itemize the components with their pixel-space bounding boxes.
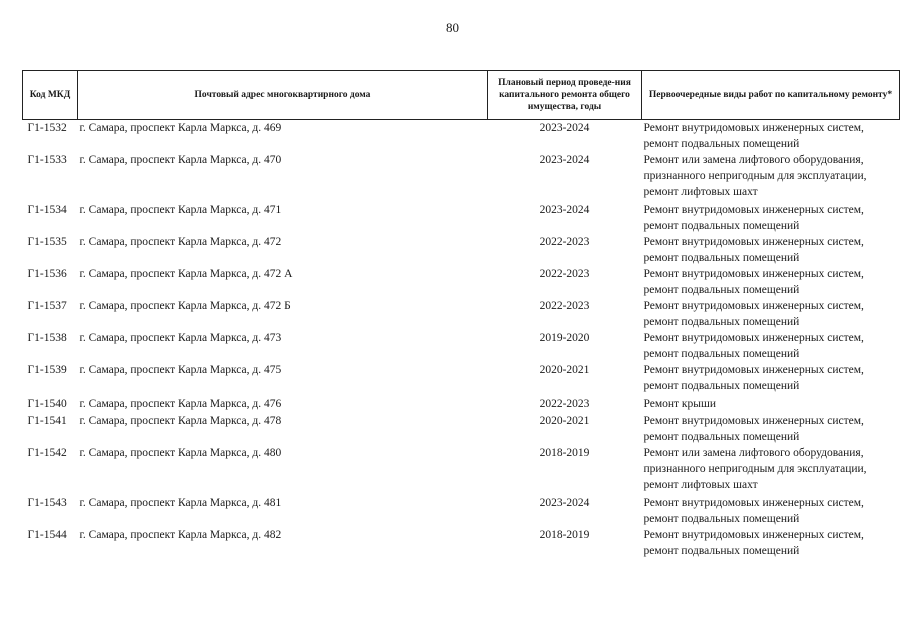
cell-works: Ремонт внутридомовых инженерных систем, ремонт подвальных помещений — [643, 332, 864, 360]
cell-period: 2022-2023 — [539, 300, 590, 312]
page-number: 80 — [446, 20, 459, 35]
cell-works: Ремонт внутридомовых инженерных систем, ремонт подвальных помещений — [643, 122, 864, 150]
table-row — [23, 266, 900, 298]
table-row — [23, 396, 900, 413]
cell-code: Г1-1536 — [27, 268, 67, 280]
table-row — [23, 202, 900, 234]
cell-address: г. Самара, проспект Карла Маркса, д. 471 — [79, 204, 282, 216]
cell-code: Г1-1534 — [27, 204, 67, 216]
cell-works: Ремонт внутридомовых инженерных систем, ремонт подвальных помещений — [643, 529, 864, 557]
cell-address: г. Самара, проспект Карла Маркса, д. 481 — [79, 497, 282, 509]
cell-address: г. Самара, проспект Карла Маркса, д. 478 — [79, 415, 282, 427]
cell-period: 2022-2023 — [539, 398, 590, 410]
cell-period: 2018-2019 — [539, 529, 590, 541]
table-body — [23, 120, 900, 560]
cell-address: г. Самара, проспект Карла Маркса, д. 472 Б — [79, 300, 291, 312]
table-row — [23, 330, 900, 362]
table-row — [23, 527, 900, 559]
cell-code: Г1-1544 — [27, 529, 67, 541]
cell-address: г. Самара, проспект Карла Маркса, д. 476 — [79, 398, 282, 410]
cell-address: г. Самара, проспект Карла Маркса, д. 472 А — [79, 268, 293, 280]
cell-code: Г1-1533 — [27, 154, 67, 166]
cell-works: Ремонт внутридомовых инженерных систем, ремонт подвальных помещений — [643, 300, 864, 328]
cell-code: Г1-1538 — [27, 332, 67, 344]
capital-repair-table — [22, 70, 900, 559]
cell-works: Ремонт внутридомовых инженерных систем, ремонт подвальных помещений — [643, 236, 864, 264]
table-header — [23, 71, 900, 120]
cell-code: Г1-1541 — [27, 415, 67, 427]
cell-works: Ремонт внутридомовых инженерных систем, ремонт подвальных помещений — [643, 415, 864, 443]
cell-period: 2023-2024 — [539, 122, 590, 134]
header-code: Код МКД — [23, 71, 78, 120]
cell-address: г. Самара, проспект Карла Маркса, д. 475 — [79, 364, 282, 376]
cell-works: Ремонт внутридомовых инженерных систем, ремонт подвальных помещений — [643, 268, 864, 296]
cell-works: Ремонт крыши — [643, 398, 717, 410]
cell-address: г. Самара, проспект Карла Маркса, д. 473 — [79, 332, 282, 344]
table-row — [23, 413, 900, 445]
table-row — [23, 495, 900, 527]
cell-address: г. Самара, проспект Карла Маркса, д. 472 — [79, 236, 282, 248]
cell-period: 2023-2024 — [539, 154, 590, 166]
cell-code: Г1-1532 — [27, 122, 67, 134]
cell-code: Г1-1542 — [27, 447, 67, 459]
header-period: Плановый период проведе-ния капитального ремонта общего имущества, годы — [488, 71, 642, 120]
cell-code: Г1-1537 — [27, 300, 67, 312]
cell-period: 2020-2021 — [539, 364, 590, 376]
cell-works: Ремонт внутридомовых инженерных систем, ремонт подвальных помещений — [643, 364, 864, 392]
cell-address: г. Самара, проспект Карла Маркса, д. 482 — [79, 529, 282, 541]
cell-period: 2023-2024 — [539, 204, 590, 216]
cell-works: Ремонт или замена лифтового оборудования, признанного непригодным для эксплуатации, ремонт лифтовых шахт — [643, 447, 867, 491]
cell-code: Г1-1543 — [27, 497, 67, 509]
table-row — [23, 445, 900, 495]
cell-period: 2022-2023 — [539, 268, 590, 280]
table-row — [23, 298, 900, 330]
cell-period: 2020-2021 — [539, 415, 590, 427]
cell-code: Г1-1539 — [27, 364, 67, 376]
cell-works: Ремонт внутридомовых инженерных систем, ремонт подвальных помещений — [643, 204, 864, 232]
cell-period: 2018-2019 — [539, 447, 590, 459]
header-address: Почтовый адрес многоквартирного дома — [78, 71, 488, 120]
cell-works: Ремонт или замена лифтового оборудования, признанного непригодным для эксплуатации, ремонт лифтовых шахт — [643, 154, 867, 198]
cell-period: 2022-2023 — [539, 236, 590, 248]
table-row — [23, 362, 900, 396]
header-row — [23, 71, 900, 120]
cell-works: Ремонт внутридомовых инженерных систем, ремонт подвальных помещений — [643, 497, 864, 525]
cell-address: г. Самара, проспект Карла Маркса, д. 470 — [79, 154, 282, 166]
table-row — [23, 120, 900, 153]
cell-code: Г1-1540 — [27, 398, 67, 410]
cell-address: г. Самара, проспект Карла Маркса, д. 480 — [79, 447, 282, 459]
table-row — [23, 152, 900, 202]
cell-code: Г1-1535 — [27, 236, 67, 248]
cell-period: 2023-2024 — [539, 497, 590, 509]
cell-period: 2019-2020 — [539, 332, 590, 344]
header-works: Первоочередные виды работ по капитальному ремонту* — [642, 71, 900, 120]
table-row — [23, 234, 900, 266]
cell-address: г. Самара, проспект Карла Маркса, д. 469 — [79, 122, 282, 134]
